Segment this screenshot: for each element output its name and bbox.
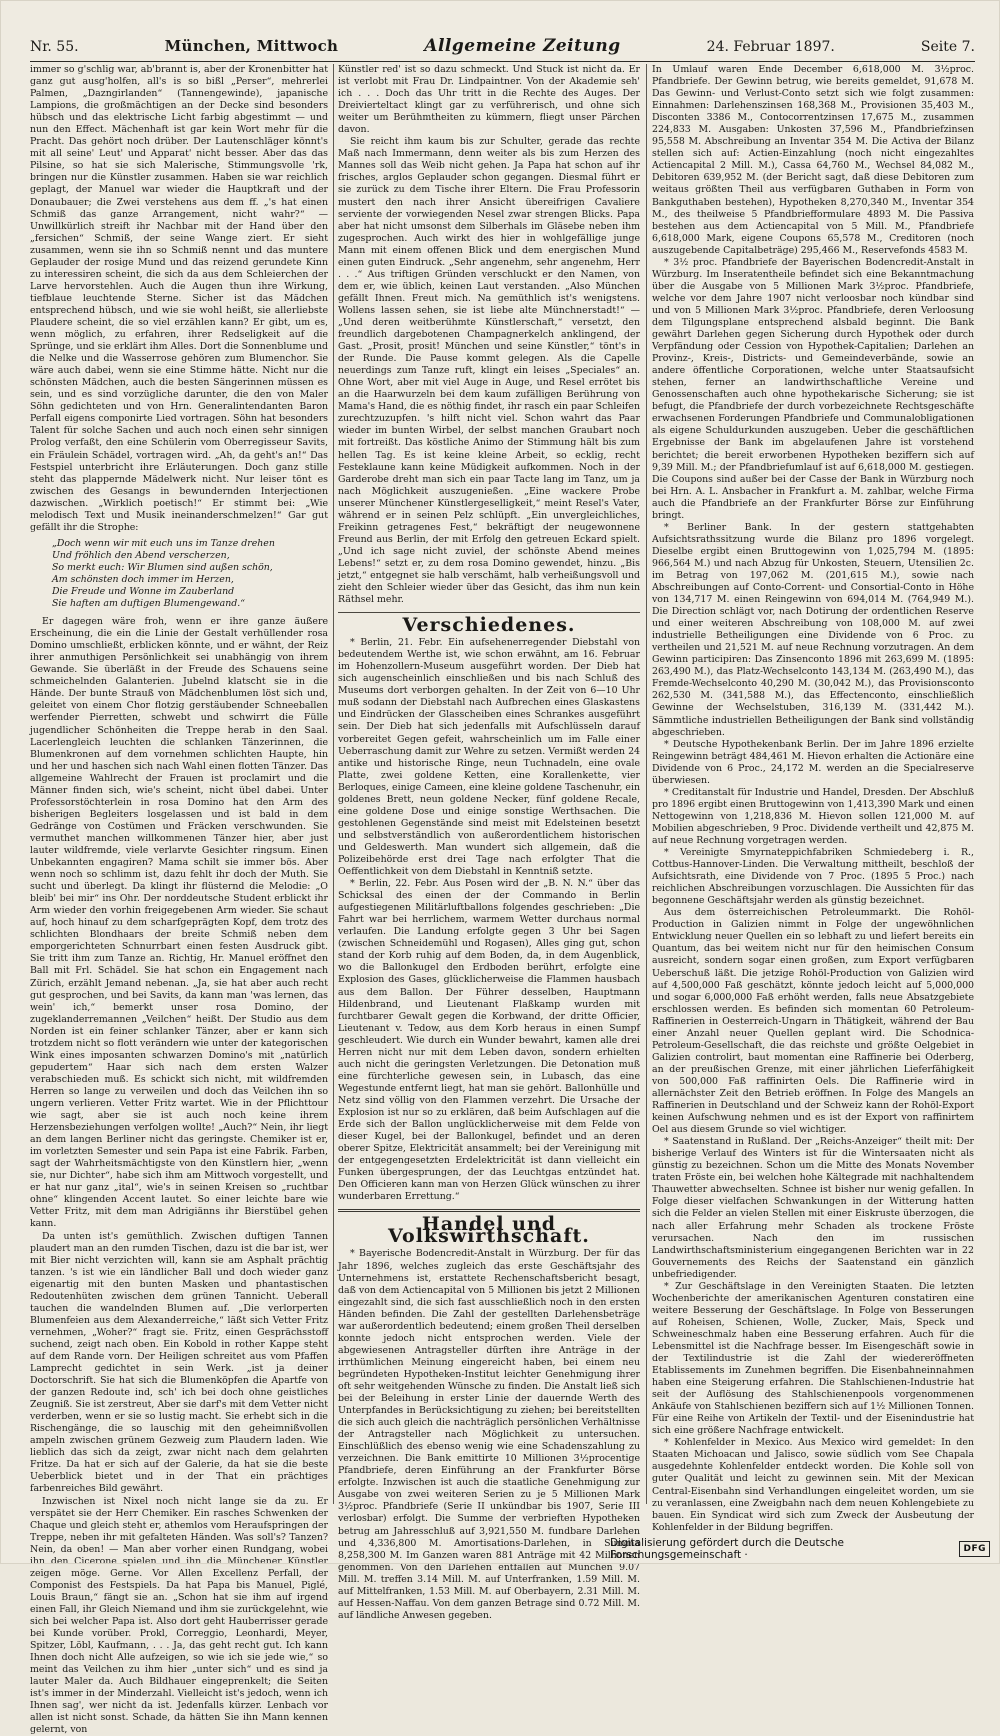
poem-line: Und fröhlich den Abend verscherzen,	[52, 549, 230, 561]
news-item: * Berliner Bank. In der gestern stattgehabten Aufsichtsrathssitzung wurde die Bilanz pro 1896 vorgelegt. Dieselbe ergibt einen Bruttogewinn von 1,025,794 M. (1895: 966,564 M.) und nach Abzug für Unkosten, Steuern, Utensilien 2c. im Betrag von 197,062 M. (201,615 M.), sowie nach Abschreibungen auf Conto-Corrent- und Consortial-Conto in Höhe von 134,717 M. einen Reingewinn von 694,014 M. (764,949 M.). Die Direction schlägt vor, nach Dotirung der ordentlichen Reserve und einer weiteren Abschreibung von 108,000 M. auf zwei industrielle Betheiligungen eine Dividende von 6 Proc. zu vertheilen und 21,521 M. auf neue Rechnung vorzutragen. An dem Gewinn participiren: Das Zinsenconto 1896 mit 263,699 M. (1895: 263,490 M.), das Platz-Wechselconto 143,134 M. (263,490 M.), das Fremde-Wechselconto 40,290 M. (30,042 M.), das Provisionsconto 262,530 M. (341,588 M.), das Effectenconto, einschließlich Gewinne der Wechselstuben, 316,139 M. (331,442 M.). Sämmtliche industriellen Betheiligungen der Bank sind vollständig abgeschrieben.	[652, 521, 974, 738]
section-divider	[338, 1209, 640, 1212]
news-item: * Kohlenfelder in Mexico. Aus Mexico wird gemeldet: In den Staaten Michoacan und Jalisco, sowie südlich vom See Chapala ausgedehnte Kohlenfelder entdeckt worden. Die Kohle soll von guter Qualität und leicht zu gewinnen sein. Mit der Mexican Central-Eisenbahn sind Verhandlungen eingeleitet worden, um sie zu veranlassen, eine Zweigbahn nach dem neuen Kohlengebiete zu bauen. Ein Syndicat wird sich zum Zweck der Ausbeutung der Kohlenfelder in der Bildung begriffen.	[652, 1437, 974, 1533]
page-number: Seite 7.	[920, 39, 975, 55]
news-item: In Umlauf waren Ende December 6,618,000 M. 3½proc. Pfandbriefe. Der Gewinn betrug, wie bereits gemeldet, 91,678 M. Das Gewinn- und Verlust-Conto setzt sich wie folgt zusammen: Einnahmen: Darlehenszinsen 168,368 M., Provisionen 35,403 M., Disconten 3386 M., Contocorrentzinsen 17,675 M., zusammen 224,833 M. Ausgaben: Unkosten 37,596 M., Pfandbriefzinsen 95,558 M. Abschreibung an Inventar 354 M. Die Activa der Bilanz stellen sich auf: Actien-Einzahlung (noch nicht eingezahltes Actiencapital 2 Mill. M.), Cassa 64,760 M., Wechsel 84,082 M., Debitoren 639,952 M. (der Bericht sagt, daß diese Debitoren zum weitaus größten Theil aus verfügbaren Guthaben in Form von Bankguthaben bestehen), Hypotheken 8,270,340 M., Inventar 354 M., des theilweise 5 Pfandbriefformulare 4893 M. Die Passiva bestehen aus dem Actiencapital von 5 Mill. M., Pfandbriefe 6,618,000 Mark, eigene Coupons 65,578 M., Creditoren (noch auszugebende Capitalbeträge) 295,466 M., Reservefonds 4583 M.	[652, 64, 974, 256]
poem-line: Am schönsten doch immer im Herzen,	[52, 573, 234, 585]
column-1	[30, 64, 328, 1736]
article-paragraph: Sie reicht ihm kaum bis zur Schulter, gerade das rechte Maß nach Immermann, denn weiter als bis zum Herzen des Mannes soll das Weib nicht gehen. Ja Papa hat schon auf ihr frisches, arglos Geplauder schon gegangen. Diesmal führt er sie zurück zu dem Tische ihrer Eltern. Die Frau Professorin mustert den nach ihrer Ansicht übereifrigen Cavaliere serviente der vorwiegenden Nesel zwar strengen Blicks. Papa aber hat nicht umsonst dem Silberhals im Gläsebe neben ihm zugesprochen. Auch wirkt des hier in wohlgefällige junge Mann mit einem offenen Blick und dem energischen Mund einen guten Eindruck. „Sehr angenehm, sehr angenehm, Herr . . .“ Aus triftigen Gründen verschluckt er den Namen, von dem er, wie üblich, keinen Laut verstanden. „Also München gefällt Ihnen. Freut mich. Na gemüthlich ist's wenigstens. Wollens lassen sehen, sie ist liebe alte Münchnerstadt!“ — „Und deren weitberühmte Künstlerschaft,“ versetzt, den freundlich dargebotenen Champagnerkelch anklingend, der Gast. „Prosit, prosit! München und seine Künstler,“ tönt's in der Runde. Die Pause kommt gelegen. Als die Capelle neuerdings zum Tanze ruft, klingt ein leises „Speciales“ an. Ohne Wort, aber mit viel Auge in Auge, und Resel errötet bis an die Haarwurzeln bei dem kaum zufälligen Berührung von Mama's Hand, die es nöthig findet, ihr rasch ein paar Schleifen zurechtzuzupfen. 's hilft nicht viel. Schon wahrt das Paar wieder im bunten Wirbel, der selbst manchen Graubart noch mit fortreißt. Das köstliche Animo der Stimmung hält bis zum hellen Tag. Es ist keine kleine Arbeit, so ecklig, recht Festeklaune kann keine Müdigkeit aufkommen. Noch in der Garderobe dreht man sich ein paar Tacte lang im Tanz, um ja nach Möglichkeit auszugenießen. „Eine wackere Probe unserer Münchener Künstlergeselligkeit,“ meint Resel's Vater, während er in seinen Pelz schlüpft. „Ein unvergleichliches, Freikinn getragenes Fest,“ bekräftigt der neugewonnene Freund aus Berlin, der mit Erfolg den getreuen Eckard spielt. „Und ich sage nicht zuviel, der schönste Abend meines Lebens!“ setzt er, zu dem rosa Domino gewendet, hinzu. „Bis jetzt,“ entgegnet sie halb verschämt, halb verheißungsvoll und zieht den Schleier wieder über das Gesicht, das ihm nun kein Räthsel mehr.	[338, 136, 640, 606]
news-item: Aus dem österreichischen Petroleummarkt. Die Rohöl-Production in Galizien nimmt in Folge der ungewöhnlichen Entwicklung neuer Quellen ein so lebhaft zu und liefert bereits ein Quantum, das bei weitem nicht nur für den heimischen Consum ausreicht, sondern sogar einen großen, zum Export verfügbaren Ueberschuß läßt. Die jetzige Rohöl-Production von Galizien wird auf 4,500,000 Faß geschätzt, könnte jedoch leicht auf 5,000,000 und sogar 6,000,000 Faß erhöht werden, falls neue Absatzgebiete erschlossen werden. Es befinden sich momentan 60 Petroleum-Raffinerien in Oesterreich-Ungarn in Thätigkeit, während der Bau einer Anzahl neuer Quellen geplant wird. Die Schodnica-Petroleum-Gesellschaft, die das reichste und größte Oelgebiet in Galizien controlirt, baut momentan eine Raffinerie bei Oderberg, an der preußischen Grenze, mit einer jährlichen Lieferfähigkeit von 500,000 Faß raffinirten Oels. Die Raffinerie wird in allernächster Zeit den Betrieb eröffnen. In Folge des Mangels an Raffinerien in Deutschland und der Schweiz kann der Rohöl-Export keinen Aufschwung nehmen und es ist der Export von raffinirtem Oel aus diesem Grunde so viel wichtiger.	[652, 907, 974, 1136]
issue-number: Nr. 55.	[30, 39, 79, 55]
news-item: * Deutsche Hypothekenbank Berlin. Der im Jahre 1896 erzielte Reingewinn beträgt 484,461 M. Hievon erhalten die Actionäre eine Dividende von 6 Proc., 24,172 M. werden an die Specialreserve überwiesen.	[652, 738, 974, 786]
news-item: * Vereinigte Smyrnateppichfabriken Schmiedeberg i. R., Cottbus-Hannover-Linden. Die Verwaltung mittheilt, beschloß der Aufsichtsrath, eine Dividende von 7 Proc. (1895 5 Proc.) nach reichlichen Abschreibungen vorzuschlagen. Die Aussichten für das begonnene Geschäftsjahr werden als günstig bezeichnet.	[652, 847, 974, 907]
news-item: * Berlin, 22. Febr. Aus Posen wird der „B. N. N.“ über das Schicksal des einen der der Commando in Berlin aufgestiegenen Militärluftballons folgendes geschrieben: „Die Fahrt war bei herrlichem, warmem Wetter durchaus normal verlaufen. Die Landung erfolgte gegen 3 Uhr bei Sagen (zwischen Schneidemühl und Rogasen), Alles ging gut, schon stand der Korb ruhig auf dem Boden, da, in dem Augenblick, wo die Ballonkugel den Erdboden berührt, erfolgte eine Explosion des Gases, glücklicherweise die Flammen hausbach aus dem Ballon. Der Führer desselben, Hauptmann Hildenbrand, und Lieutenant Flaßkamp wurden mit furchtbarer Gewalt gegen die Korbwand, der dritte Officier, Lieutenant v. Tedow, aus dem Korb heraus in einen Sumpf geschleudert. Wie durch ein Wunder bewahrt, kamen alle drei Herren nicht nur mit dem Leben davon, sondern erhielten auch nicht die geringsten Verletzungen. Die Detonation muß eine fürchterliche gewesen sein, in Lubasch, das eine Wegestunde entfernt liegt, hat man sie gehört. Ballonhülle und Netz sind völlig von den Flammen verzehrt. Die Ursache der Explosion ist nur so zu erklären, daß beim Aufschlagen auf die Erde sich der Ballon unglücklicherweise mit dem Felde von dieser Kugel, bei der Ballonkugel, befindet und an deren oberer Spitze, Elektricität ansammelt; bei der Vereinigung mit der entgegengesetzten Erdelektricität ist dann vielleicht ein Funken übergesprungen, der das Leuchtgas entzündet hat. Den Officieren kann man von Herzen Glück wünschen zu ihrer wunderbaren Errettung.“	[338, 878, 640, 1203]
column-2	[338, 64, 640, 1621]
dfg-logo-icon: DFG	[959, 1541, 990, 1557]
issue-date: 24. Februar 1897.	[706, 39, 835, 55]
poem-line: So merkt euch: Wir Blumen sind außen schön,	[52, 561, 273, 573]
column-rule	[646, 64, 647, 1504]
article-paragraph: Er dagegen wäre froh, wenn er ihre ganze äußere Erscheinung, die ein die Linie der Gestalt verhüllender rosa Domino umschließt, erblicken könnte, und er wähnt, der Reiz ihrer anmuthigen Persönlichkeit sei unabhängig von ihrem Gewande. Sie überläßt in der Freude des Schauens seine schmeichelnden Galanterien. Jubelnd klatscht sie in die Hände. Der bunte Strauß von Mädchenblumen löst sich und, geleitet von einem Chor flotzig gerstäubender Schneeballen werfender Pierretten, schwebt und schwirrt die Fülle jugendlicher Schönheiten die Treppe herab in den Saal. Lacerlengleich leuchten die schlanken Tänzerinnen, die Blumenkronen auf dem vornehmen schlichten Haupte, hin und her und haschen sich nach Wahl einen flotten Tänzer. Das allgemeine Wahlrecht der Frauen ist proclamirt und die Männer finden sich, wie's scheint, nicht übel dabei. Unter Professorstöchterlein in rosa Domino hat den Arm des bisherigen Begleiters losgelassen und ist bald in dem Gedränge von Costümen und Fräcken verschwunden. Sie vermuthet manchen willkommenen Tänzer hier, aber just lauter wildfremde, viele verlarvte Gesichter ringsum. Einen Unbekannten engagiren? Mama schilt sie immer bös. Aber wenn noch so schlimm ist, dazu fehlt ihr doch der Muth. Sie sucht und überlegt. Da klingt ihr flüsternd die Melodie: „O bleib' bei mir“ ins Ohr. Der norddeutsche Student erblickt ihr Arm wieder den vorhin freigegebenen Arm wieder. Sie schaut auf, hoch hinauf zu dem scharfgeprägten Kopf, dem trotz des schlichten Blondhaars der breite Schmiß neben dem emporgerichteten Schnurrbart einen festen Ausdruck gibt. Sie tritt ihm zum Tanze an. Richtig, Hr. Manuel eröffnet den Ball mit Frl. Schädel. Sie hat schon ein Engagement nach Zürich, erzählt Jemand nebenan. „Ja, sie hat aber auch recht gut gesprochen, und bei Savits, da kann man 'was lernen, das wein' ich,“ bemerkt unser rosa Domino, der zugeklanderremannen „Veilchen“ heißt. Der Studio aus dem Norden ist ein feiner schlanker Tänzer, aber er kann sich trotzdem nicht so flott verändern wie unter der kategorischen Wink eines imposanten schwarzen Domino's mit „natürlich gepudertem“ Haar sich nach dem ersten Walzer verabschieden muß. Es schickt sich nicht, mit wildfremden Herren so lange zu verweilen und doch das Veilchen ihn so ungern verlieren. Vetter Fritz wartet. Wie in der Pflichttour wie sagt, aber sie ist auch noch keine ihrem Herzensbeziehungen verfolgen wollte! „Auch?“ Nein, ihr liegt an dem langen Berliner nicht das geringste. Chemiker ist er, im vorletzten Semester und sein Papa ist eine Fabrik. Farben, sagt der Wahrheitsmächtigste von den Künstlern hier, „wenn sie, nur Dichter“, habe sich ihm am Mittwoch vorgestellt, und er hat nur ganz „ital“, wie's in seinen Kreisen so „ruchtbar ohne“ klingenden Accent lautet. So einer leichte bare wie Vetter Fritz, mit dem man Adrigiänns ihr Bierstübel gehen kann.	[30, 616, 328, 1230]
poem-line: „Doch wenn wir mit euch uns im Tanze drehen	[52, 537, 275, 549]
news-item: * Creditanstalt für Industrie und Handel, Dresden. Der Abschluß pro 1896 ergibt einen Bruttogewinn von 1,413,390 Mark und einen Nettogewinn von 1,218,836 M. Hievon sollen 121,000 M. auf Mobilien abgeschrieben, 9 Proc. Dividende vertheilt und 42,875 M. auf neue Rechnung vorgetragen werden.	[652, 786, 974, 846]
column-rule	[333, 64, 334, 1504]
news-item: * 3½ proc. Pfandbriefe der Bayerischen Bodencredit-Anstalt in Würzburg. Im Inseratentheile befindet sich eine Bekanntmachung über die Ausgabe von 5 Millionen Mark 3½proc. Pfandbriefe, welche vor dem Jahre 1907 nicht verloosbar noch kündbar sind und von 5 Millionen Mark 3½proc. Pfandbriefe, deren Verloosung dem Tilgungsplane entsprechend alsbald beginnt. Die Bank gewährt Darlehen gegen Sicherung durch Hypothek oder durch Verpfändung oder Cession von Hypothek-Capitalien; Darlehen an Provinz-, Kreis-, Districts- und Gemeindeverbände, sowie an andere öffentliche Corporationen, welche unter Staatsaufsicht stehen, ferner an landwirthschaftliche Vereine und Genossenschaften auch ohne hypothekarische Sicherung; sie ist befugt, die Pfandbriefe der durch vorbezeichnete Rechtsgeschäfte erwachsenen Forderungen Pfandbriefe und Communalobligationen als eigene Schuldurkunden auszugeben. Ueber die geschäftlichen Ergebnisse der Bank im abgelaufenen Jahre ist vorstehend berichtet; die bereit erworbenen Hypotheken beziffern sich auf 9,39 Mill. M.; der Pfandbriefumlauf ist auf 6,618,000 M. gestiegen. Die Coupons sind außer bei der Casse der Bank in Würzburg noch bei Hrn. A. L. Ansbacher in Frankfurt a. M. zahlbar, welche Firma auch die Pfandbriefe an der Frankfurter Börse zur Einführung bringt.	[652, 256, 974, 521]
column-3	[652, 64, 974, 1533]
article-paragraph: Da unten ist's gemüthlich. Zwischen duftigen Tannen plaudert man an den rumden Tischen, dazu ist die bar ist, wer mit Bier nicht verzichten will, kann sie am Asphalt prächtig tanzen. 's ist wie ein ländlicher Ball und doch wieder ganz eigenartig mit den bunten Masken und phantastischen Redoutenhüten zwischen dem grünen Tannicht. Ueberall tauchen die wandelnden Blumen auf. „Die verlorperten Blumenfeien aus dem Alexanderreiche,“ läßt sich Vetter Fritz vernehmen, „Woher?“ fragt sie. Fritz, einen Gesprächsstoff suchend, zeigt nach oben. Ein Kobold in rother Kappe steht auf dem Rande vorn. Der Heiligen schreitet aus vom Pfaffen Lamprecht gedichtet in sein Werk. „ist ja deiner Doctorschrift. Sie hat sich die Blumenköpfen die Apartfe von der ganzen Redoute ind, sch' ich bei doch ohne geistliches Zeugniß. Sie ist zerstreut, Aber sie darf's mit dem Vetter nicht verderben, wenn er sie so lustig macht. Sie erhebt sich in die Rischengänge, die so lauschig mit den geheimnißvollen ampeln zwischen grünem Gezweig zum Plaudern laden. Wie lieblich das sich da zeigt, zwar nicht nach dem gelahrten Fritze. Da hat er sich auf der Galerie, da hat sie die beste Ueberblick bietet und in der That ein prächtiges farbenreiches Bild gewährt.	[30, 1230, 328, 1495]
digitization-credit	[610, 1537, 990, 1561]
section-divider	[338, 612, 640, 613]
article-paragraph: Inzwischen ist Nixel noch nicht lange sie da zu. Er verspätet sie der Herr Chemiker. Ein rasches Schwenken der Chaque und gleich steht er, athemlos vom Heraufspringen der Treppe, neben ihr mit gefalteten Händen. Was soll's? Tanzen? Nein, da oben! — Man aber vorher einen Rundgang, wobei ihn den Cicerone spielen und ihn die Münchener Künstler zeigen möge. Gerne. Vor Allen Excellenz Perfall, der Componist des Festspiels. Da hat Papa bis Manuel, Piglé, Louis Braun,“ fängt sie an. „Schon hat sie ihm auf irgend einen Fall, ihr Gleich Niemand und ihm sie zurückgelehnt, wie sich bei welcher Papa ist. Also dort geht Hauberrisser gerade bei Kunde vorüber. Prokl, Correggio, Leonhardi, Meyer, Spitzer, Löbl, Kaufmann, . . . Ja, das geht recht gut. Ich kann Ihnen doch nicht Alle aufzeigen, so wie ich sie jede wie,“ so meint das Veilchen zu ihm hier „unter sich“ und es sind ja lauter Maler da. Auch Bildhauer eingeprenkelt; die Seiten ist's immer in der Minderzahl. Vielleicht ist's jedoch, wenn ich Ihnen sag', wer nicht da ist. Jedenfalls kürzer. Lenbach vor allen ist nicht sonst. Schade, da hätten Sie ihn Mann kennen gelernt, von	[30, 1495, 328, 1736]
poem-line: Die Freude und Wonne im Zauberland	[52, 586, 235, 598]
city-and-weekday: München, Mittwoch	[164, 37, 339, 55]
masthead-title: Allgemeine Zeitung	[424, 36, 621, 56]
funding-note: Digitalisierung gefördert durch die Deutsche Forschungsgemeinschaft ·	[610, 1537, 844, 1561]
poem-line: Sie haften am duftigen Blumengewand.“	[52, 598, 246, 610]
section-heading-economy: Handel und Volkswirthschaft.	[388, 1213, 590, 1248]
poem-stanza	[52, 538, 328, 610]
article-paragraph: Künstler red' ist so dazu schmeckt. Und Stuck ist nicht da. Er ist verlobt mit Frau Dr. Lindpaintner. Von der Akademie seh' ich . . . Doch das Uhr tritt in die Rechte des Auges. Der Dreivierteltact klingt gar zu verführerisch, und ohne sich weiter um Berühmtheiten zu kümmern, fliegt unser Pärchen davon.	[338, 64, 640, 136]
article-paragraph: immer so g'schlig war, ab'brannt is, aber der Kronenbitter hat ganz gut ausg'holfen, all's is so bißl „Perser“, mehrerlei Palmen, „Dazngirlanden“ (Tannengewinde), japanische Lampions, die großmächtigen an der Decke sind besonders hübsch und das elektrische Licht farbig abgestimmt — und nun den Effect. Mächenhaft ist gar kein Wort mehr für die Pracht. Das gehört noch drüber. Der Lautenschläger könnt's mit all seine' Leut' und Apparat' nicht besser. Aber das das Pilsine, so hat sie sich Malerische, Stimmungsvolle 'rk, bringen nur die Künstler zusammen. Haben sie war reichlich geplagt, der Manuel war wieder die Hauptkraft und der Donaubauer; die Zwei verstehens aus dem ff. „'s hat einen Schmiß das ganze Arrangement, nicht wahr?“ — Unwillkürlich streift ihr Nachbar mit der Hand über den „fersichen“ Schmiß, der seine Wange ziert. Er sieht zusammen, wenn sie ihn so Schmiß nennt und das muntere Geplauder der rosige Mund und das reizend gerundete Kinn zu interessiren scheint, die sich da aus dem Schleierchen der Larve hervorstehlen. Auch die Augen thun ihre Wirkung, tiefblaue leuchtende Sterne. Sicher ist das Mädchen entsprechend hübsch, und wie sie wohl heißt, sie allerliebste Plaudere scheint, die so viel erzählen kann? Er gibt, um es, wenn möglich, zu erfahren, ihrer Redseligkeit auf die Sprünge, und sie erklärt ihm Alles. Dort die Sonnenblume und die Nelke und die Wasserrose gehören zum Blumenchor. Sie wäre auch dabei, wenn sie eine Stimme hätte. Nicht nur die schönsten Mädchen, auch die besten Sängerinnen müssen es sein, und es sind vorzügliche darunter, die den von Maler Söhn gedichteten und von Hrn. Generalintendanten Baron Perfall eigens componirte Lied vortragen. Söhn hat besonders Talent für solche Sachen und auch noch einen sehr sinnigen Prolog verfaßt, den eine Schülerin vom Oberregisseur Savits, ein Fräulein Schädel, vortragen wird. „Ah, da geht's an!“ Das Festspiel unterbricht ihre Erläuterungen. Doch ganz stille steht das plappernde Mädelwerk nicht. Nur leiser tönt es zwischen des Gesangs in bewundernden Interjectionen dazwischen. „Wirklich poetisch!“ Er stimmt bei: „Wie melodisch Text und Musik ineinanderschmelzen!“ Gar gut gefällt ihr die Strophe:	[30, 64, 328, 533]
news-item: * Bayerische Bodencredit-Anstalt in Würzburg. Der für das Jahr 1896, welches zugleich das erste Geschäftsjahr des Unternehmens ist, erstattete Rechenschaftsbericht besagt, daß von dem Actiencapital von 5 Millionen bis jetzt 2 Millionen eingezahlt sind, die sich fast ausschließlich noch in den ersten Händen befinden. Die Zahl der gestellten Darlehensbeträge war außerordentlich bedeutend; einem großen Theil derselben konnte jedoch nicht entsprochen werden. Viele der abgewiesenen Antragsteller dürften ihre Anträge in der irrthümlichen Meinung eingereicht haben, bei einem neu begründeten Hypotheken-Institut leichter Genehmigung ihrer oft sehr weitgehenden Wünsche zu finden. Die Anstalt ließ sich bei der Beleihung in erster Linie der dauernde Werth des Unterpfandes in Berücksichtigung zu ziehen; bei bereitstellten die sich auch gleich die nachträglich persönlichen Verhältnisse der Antragsteller nach Möglichkeit zu untersuchen. Einschlüßlich des ebenso wenig wie eine Schadenszahlung zu verzeichnen. Die Bank emittirte 10 Millionen 3½procentige Pfandbriefe, deren Einführung an der Frankfurter Börse erfolgte. Inzwischen ist auch die staatliche Genehmigung zur Ausgabe von zwei weiteren Serien zu je 5 Millionen Mark 3½proc. Pfandbriefe (Serie II unkündbar bis 1907, Serie III verlosbar) erfolgt. Die Summe der verbrieften Hypotheken betrug am Jahresschluß auf 3,921,550 M. fundbare Darlehen und 4,336,800 M. Amortisations-Darlehen, in Summa 8,258,300 M. Im Ganzen waren 881 Anträge mit 42 Millionen genommen. Von den Darlehen entfallen auf München 9.07 Mill. M. treffen 3.14 Mill. M. auf Unterfranken, 1.59 Mill. M. auf Mittelfranken, 1.53 Mill. M. auf Oberbayern, 2.31 Mill. M. auf Hessen-Naffau. Von dem ganzen Betrage sind 0.72 Mill. M. auf ländliche Anwesen gegeben.	[338, 1248, 640, 1621]
news-item: * Zur Geschäftslage in den Vereinigten Staaten. Die letzten Wochenberichte der amerikanischen Agenturen constatiren eine weitere Besserung der Geschäftslage. In Folge von Besserungen auf Roheisen, Schienen, Wolle, Zucker, Mais, Speck und Schweineschmalz haben eine Besserung erfahren. Auch für die Lebensmittel ist die Nachfrage besser. Im Eisengeschäft sowie in der Textilindustrie ist die Zahl der wiedereröffneten Etablissements im Zunehmen begriffen. Die Eisenbahneinnahmen haben eine Steigerung erfahren. Die Stahlschienen-Industrie hat seit der Auflösung des Stahlschienenpools vorgenommenen Ankäufe von Stahlschienen beziffern sich auf 1½ Millionen Tonnen. Für eine Reihe von Artikeln der Textil- und der Eisenindustrie hat sich eine größere Nachfrage entwickelt.	[652, 1280, 974, 1437]
news-item: * Saatenstand in Rußland. Der „Reichs-Anzeiger“ theilt mit: Der bisherige Verlauf des Winters ist für die Wintersaaten nicht als günstig zu bezeichnen. Schon um die Mitte des Monats November traten Fröste ein, bei welchen hohe Kältegrade mit nachhaltendem Thauwetter abwechselten. Schnee ist bisher nur wenig gefallen. In Folge dieser vielfachen Schwankungen in der Witterung hatten sich die Felder an vielen Stellen mit einer Eiskruste überzogen, die nach aller Erfahrung mehr Schaden als trockene Fröste verursachen. Nach den im russischen Landwirthschaftsministerium eingegangenen Berichten war in 22 Gouvernements des Reichs der Saatenstand ein gänzlich unbefriedigender.	[652, 1136, 974, 1280]
news-item: * Berlin, 21. Febr. Ein aufsehenerregender Diebstahl von bedeutendem Werthe ist, wie schon erwähnt, am 16. Februar im Hohenzollern-Museum ausgeführt worden. Der Dieb hat sich augenscheinlich einschließen und bis nach Schluß des Museums dort verborgen gehalten. In der Zeit von 6—10 Uhr muß sodann der Diebstahl nach Aufbrechen eines Glaskastens und Eindrücken der Glasscheiben eines Schrankes ausgeführt sein. Der Dieb hat sich jedenfalls mit Aufschlüsseln darauf vorbereitet Gegen gefeit, wahrscheinlich um im Falle einer Ueberraschung damit zur Wehre zu setzen. Vermißt werden 24 antike und historische Ringe, neun Tuchnadeln, eine ovale Platte, zwei goldene Ketten, eine Korallenkette, vier Berloques, einige Cameen, eine kleine goldene Taschenuhr, ein goldenes Brett, neun goldene Necker, fünf goldene Recale, eine goldene Dose und einige sonstige Werthsachen. Die gestohlenen Gegenstände sind meist mit Edelsteinen besetzt und selbstverständlich von außerordentlichem historischen und Geldeswerth. Man wundert sich allgemein, daß die Polizeibehörde erst drei Tage nach erfolgter That die Oeffentlichkeit von dem Diebstahl in Kenntniß setzte.	[338, 637, 640, 878]
section-heading-misc: Verschiedenes.	[402, 614, 576, 637]
page-header	[30, 36, 975, 62]
